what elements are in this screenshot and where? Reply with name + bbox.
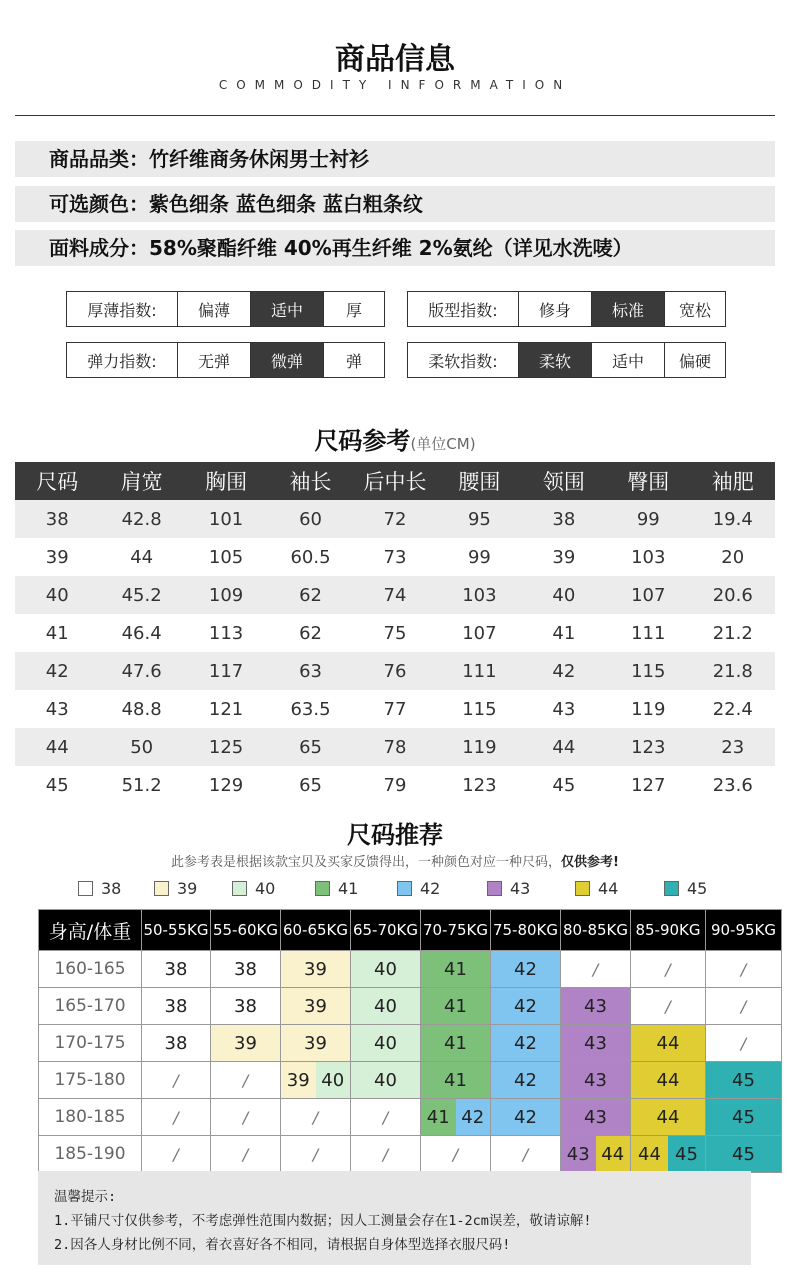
index-label: 厚薄指数: — [87, 300, 157, 320]
recommend-cell: 43 — [561, 1062, 631, 1099]
recommend-cell-part: 42 — [456, 1099, 491, 1135]
size-cell: 65 — [299, 774, 322, 796]
recommend-row — [39, 1099, 782, 1136]
index-option: 厚 — [323, 292, 384, 326]
legend-label: 44 — [598, 878, 619, 898]
recommend-cell: / — [351, 1099, 421, 1136]
size-cell: 45 — [552, 774, 576, 796]
size-cell: 21.2 — [712, 622, 753, 644]
size-cell: 74 — [353, 576, 437, 614]
recommend-cell: 39 — [281, 951, 351, 988]
info-fabric: 面料成分：58%聚酯纤维 40%再生纤维 2%氨纶（详见水洗唛） — [15, 230, 775, 266]
recommend-corner: 身高/体重 — [39, 910, 142, 951]
recommend-cell: 45 — [706, 1099, 782, 1136]
recommend-cell: 38 — [142, 988, 211, 1025]
recommend-cell: 39 — [211, 1025, 281, 1062]
recommend-cell: 43 — [561, 1025, 631, 1062]
legend-swatch — [664, 881, 679, 896]
weight-header: 80-85KG — [561, 910, 631, 951]
height-label: 170-175 — [39, 1025, 142, 1062]
height-label: 160-165 — [39, 951, 142, 988]
size-cell: 95 — [437, 500, 521, 538]
index-option: 偏薄 — [177, 292, 250, 326]
size-cell: 119 — [437, 728, 521, 766]
size-col-header: 腰围 — [437, 462, 521, 500]
size-cell: 38 — [15, 500, 99, 538]
size-cell: 47.6 — [99, 652, 183, 690]
size-cell: 105 — [208, 546, 244, 568]
legend-swatch — [575, 881, 590, 896]
size-table — [15, 462, 775, 804]
weight-header: 65-70KG — [351, 910, 421, 951]
size-cell: 78 — [353, 728, 437, 766]
size-row — [15, 766, 775, 804]
info-category: 商品品类：竹纤维商务休闲男士衬衫 — [15, 141, 775, 177]
size-cell: 75 — [383, 622, 407, 644]
recommend-cell: 41 — [421, 1062, 491, 1099]
legend-label: 39 — [177, 878, 198, 898]
recommend-cell: / — [211, 1099, 281, 1136]
recommend-cell: / — [706, 951, 782, 988]
size-cell: 127 — [631, 774, 666, 796]
size-cell: 103 — [437, 576, 521, 614]
size-cell: 48.8 — [121, 698, 162, 720]
recommend-cell: 43 — [561, 1099, 631, 1136]
weight-header: 75-80KG — [491, 910, 561, 951]
index-option: 修身 — [518, 292, 591, 326]
index-option: 弹 — [323, 343, 384, 377]
size-cell: 62 — [299, 622, 322, 644]
weight-header: 55-60KG — [211, 910, 281, 951]
header-divider — [15, 115, 775, 116]
height-label: 175-180 — [39, 1062, 142, 1099]
recommend-table — [38, 909, 782, 1173]
recommend-cell: / — [142, 1136, 211, 1173]
size-cell: 123 — [606, 728, 690, 766]
size-row — [15, 500, 775, 538]
size-cell: 63 — [268, 652, 352, 690]
recommend-cell: 39 — [281, 1025, 351, 1062]
size-cell: 60.5 — [290, 546, 331, 568]
size-cell: 99 — [467, 546, 491, 568]
recommend-cell: 38 — [211, 951, 281, 988]
page-subtitle: COMMODITY INFORMATION — [218, 78, 572, 92]
size-col-header: 袖肥 — [691, 462, 776, 500]
legend-label: 41 — [338, 878, 359, 898]
size-cell: 101 — [184, 500, 268, 538]
recommend-row — [39, 1136, 782, 1173]
size-cell: 23 — [691, 728, 776, 766]
weight-header: 70-75KG — [421, 910, 491, 951]
size-ref-title: 尺码参考(单位CM) — [314, 427, 476, 455]
size-cell: 99 — [606, 500, 690, 538]
size-cell: 119 — [631, 698, 666, 720]
size-col-header: 后中长 — [353, 462, 437, 500]
size-cell: 115 — [606, 652, 690, 690]
recommend-cell: / — [706, 1025, 782, 1062]
size-cell: 72 — [353, 500, 437, 538]
size-cell: 107 — [462, 622, 497, 644]
weight-header: 85-90KG — [631, 910, 706, 951]
size-cell: 123 — [462, 774, 497, 796]
recommend-cell: 38 — [142, 951, 211, 988]
recommend-cell-part: 40 — [316, 1062, 351, 1098]
recommend-cell: / — [211, 1136, 281, 1173]
recommend-table-header — [39, 910, 782, 951]
size-cell: 43 — [45, 698, 69, 720]
recommend-cell: 40 — [351, 1062, 421, 1099]
legend-item — [487, 878, 530, 898]
legend-swatch — [315, 881, 330, 896]
size-cell: 40 — [15, 576, 99, 614]
recommend-cell: 41 — [421, 988, 491, 1025]
size-cell: 20.6 — [691, 576, 776, 614]
size-cell: 20 — [721, 546, 745, 568]
info-colors: 可选颜色：紫色细条 蓝色细条 蓝白粗条纹 — [15, 186, 775, 222]
size-cell: 38 — [522, 500, 606, 538]
recommend-cell: 44 — [631, 1062, 706, 1099]
recommend-cell — [631, 1136, 706, 1173]
recommend-cell-part: 44 — [596, 1136, 631, 1172]
recommend-cell — [561, 1136, 631, 1173]
size-cell: 41 — [45, 622, 69, 644]
size-cell: 125 — [184, 728, 268, 766]
size-cell: 46.4 — [121, 622, 162, 644]
size-cell: 40 — [522, 576, 606, 614]
index-label: 柔软指数: — [428, 351, 498, 371]
size-col-header: 肩宽 — [99, 462, 183, 500]
size-cell: 19.4 — [691, 500, 776, 538]
size-cell: 129 — [208, 774, 244, 796]
recommend-cell-part: 44 — [631, 1136, 668, 1172]
size-cell: 44 — [15, 728, 99, 766]
recommend-cell: 38 — [142, 1025, 211, 1062]
size-cell: 45 — [45, 774, 69, 796]
legend-swatch — [232, 881, 247, 896]
recommend-cell — [421, 1099, 491, 1136]
recommend-cell-part: 43 — [561, 1136, 596, 1172]
recommend-row — [39, 1025, 782, 1062]
weight-header: 90-95KG — [706, 910, 782, 951]
recommend-row — [39, 1062, 782, 1099]
legend-item — [232, 878, 275, 898]
index-elasticity — [66, 342, 385, 378]
recommend-cell: 45 — [706, 1062, 782, 1099]
size-cell: 76 — [353, 652, 437, 690]
legend-item — [315, 878, 358, 898]
recommend-cell: 43 — [561, 988, 631, 1025]
recommend-cell: 41 — [421, 1025, 491, 1062]
size-col-header: 领围 — [522, 462, 606, 500]
size-cell: 77 — [383, 698, 407, 720]
recommend-cell-part: 41 — [421, 1099, 456, 1135]
recommend-cell: / — [351, 1136, 421, 1173]
recommend-cell: 40 — [351, 1025, 421, 1062]
recommend-cell: 42 — [491, 1025, 561, 1062]
height-label: 185-190 — [39, 1136, 142, 1173]
legend-label: 40 — [255, 878, 276, 898]
recommend-cell: / — [491, 1136, 561, 1173]
recommend-note-bold: 仅供参考! — [561, 855, 619, 870]
height-label: 165-170 — [39, 988, 142, 1025]
legend-label: 38 — [101, 878, 122, 898]
height-label: 180-185 — [39, 1099, 142, 1136]
size-cell: 121 — [208, 698, 244, 720]
recommend-cell: / — [421, 1136, 491, 1173]
legend-item — [78, 878, 121, 898]
size-cell: 115 — [462, 698, 497, 720]
recommend-note: 此参考表是根据该款宝贝及买家反馈得出，一种颜色对应一种尺码，仅供参考! — [171, 855, 619, 870]
recommend-cell: 42 — [491, 1062, 561, 1099]
legend-label: 43 — [510, 878, 531, 898]
size-cell: 79 — [383, 774, 407, 796]
weight-header: 50-55KG — [142, 910, 211, 951]
legend-item — [575, 878, 618, 898]
legend-label: 42 — [420, 878, 441, 898]
size-col-header: 袖长 — [268, 462, 352, 500]
legend-swatch — [397, 881, 412, 896]
index-option: 宽松 — [664, 292, 725, 326]
tips-box — [38, 1171, 751, 1265]
legend-item — [664, 878, 707, 898]
legend-swatch — [487, 881, 502, 896]
size-cell: 117 — [184, 652, 268, 690]
size-cell: 50 — [99, 728, 183, 766]
size-cell: 65 — [268, 728, 352, 766]
index-option-selected: 标准 — [591, 292, 664, 326]
legend-swatch — [154, 881, 169, 896]
recommend-cell: 44 — [631, 1099, 706, 1136]
size-cell: 63.5 — [290, 698, 331, 720]
recommend-cell: 40 — [351, 988, 421, 1025]
size-cell: 42 — [15, 652, 99, 690]
recommend-cell: 42 — [491, 988, 561, 1025]
recommend-cell: / — [631, 988, 706, 1025]
recommend-cell: / — [281, 1099, 351, 1136]
size-col-header: 臀围 — [606, 462, 690, 500]
size-cell: 44 — [130, 546, 154, 568]
page-title: 商品信息 — [335, 42, 455, 77]
recommend-cell: 42 — [491, 951, 561, 988]
size-row — [15, 614, 775, 652]
size-cell: 39 — [45, 546, 69, 568]
size-row — [15, 652, 775, 690]
recommend-cell: / — [706, 988, 782, 1025]
index-label: 弹力指数: — [87, 351, 157, 371]
size-row — [15, 576, 775, 614]
size-cell: 113 — [208, 622, 244, 644]
index-label: 版型指数: — [428, 300, 498, 320]
size-cell: 23.6 — [712, 774, 753, 796]
tips-line: 2.因各人身材比例不同，着衣喜好各不相同，请根据自身体型选择衣服尺码! — [54, 1237, 511, 1253]
index-softness — [407, 342, 726, 378]
recommend-cell: / — [142, 1099, 211, 1136]
size-cell: 111 — [437, 652, 521, 690]
recommend-cell: 44 — [631, 1025, 706, 1062]
size-cell: 44 — [522, 728, 606, 766]
weight-header: 60-65KG — [281, 910, 351, 951]
size-row — [15, 690, 775, 728]
recommend-cell — [281, 1062, 351, 1099]
size-cell: 51.2 — [121, 774, 162, 796]
size-cell: 111 — [631, 622, 666, 644]
index-option-selected: 柔软 — [518, 343, 591, 377]
index-option-selected: 适中 — [250, 292, 323, 326]
size-cell: 39 — [552, 546, 576, 568]
size-cell: 73 — [383, 546, 407, 568]
size-cell: 45.2 — [99, 576, 183, 614]
size-cell: 103 — [631, 546, 666, 568]
size-cell: 42 — [522, 652, 606, 690]
size-cell: 60 — [268, 500, 352, 538]
tips-title: 温馨提示: — [54, 1189, 117, 1205]
size-ref-unit: (单位CM) — [410, 435, 476, 453]
index-fit — [407, 291, 726, 327]
legend-item — [154, 878, 197, 898]
recommend-cell: 45 — [706, 1136, 782, 1173]
size-col-header: 胸围 — [184, 462, 268, 500]
recommend-cell: / — [142, 1062, 211, 1099]
legend-label: 45 — [687, 878, 708, 898]
index-option: 无弹 — [177, 343, 250, 377]
recommend-cell: 39 — [281, 988, 351, 1025]
size-row — [15, 728, 775, 766]
recommend-cell: 40 — [351, 951, 421, 988]
recommend-cell: 41 — [421, 951, 491, 988]
size-cell: 22.4 — [712, 698, 753, 720]
recommend-title: 尺码推荐 — [347, 821, 443, 849]
recommend-cell: 38 — [211, 988, 281, 1025]
size-cell: 43 — [552, 698, 576, 720]
size-table-header — [15, 462, 775, 500]
recommend-cell: / — [631, 951, 706, 988]
size-cell: 42.8 — [99, 500, 183, 538]
recommend-cell-part: 45 — [668, 1136, 705, 1172]
index-option-selected: 微弹 — [250, 343, 323, 377]
recommend-row — [39, 951, 782, 988]
size-row — [15, 538, 775, 576]
size-cell: 62 — [268, 576, 352, 614]
size-col-header: 尺码 — [15, 462, 99, 500]
index-option: 适中 — [591, 343, 664, 377]
index-option: 偏硬 — [664, 343, 725, 377]
recommend-cell: / — [211, 1062, 281, 1099]
recommend-cell-part: 39 — [281, 1062, 316, 1098]
tips-line: 1.平铺尺寸仅供参考，不考虑弹性范围内数据；因人工测量会存在1-2cm误差，敬请谅解! — [54, 1213, 592, 1229]
legend-swatch — [78, 881, 93, 896]
index-thickness — [66, 291, 385, 327]
size-cell: 21.8 — [691, 652, 776, 690]
legend-item — [397, 878, 440, 898]
size-cell: 107 — [606, 576, 690, 614]
size-cell: 41 — [552, 622, 576, 644]
recommend-cell: / — [561, 951, 631, 988]
recommend-cell: 42 — [491, 1099, 561, 1136]
recommend-row — [39, 988, 782, 1025]
size-cell: 109 — [184, 576, 268, 614]
recommend-cell: / — [281, 1136, 351, 1173]
